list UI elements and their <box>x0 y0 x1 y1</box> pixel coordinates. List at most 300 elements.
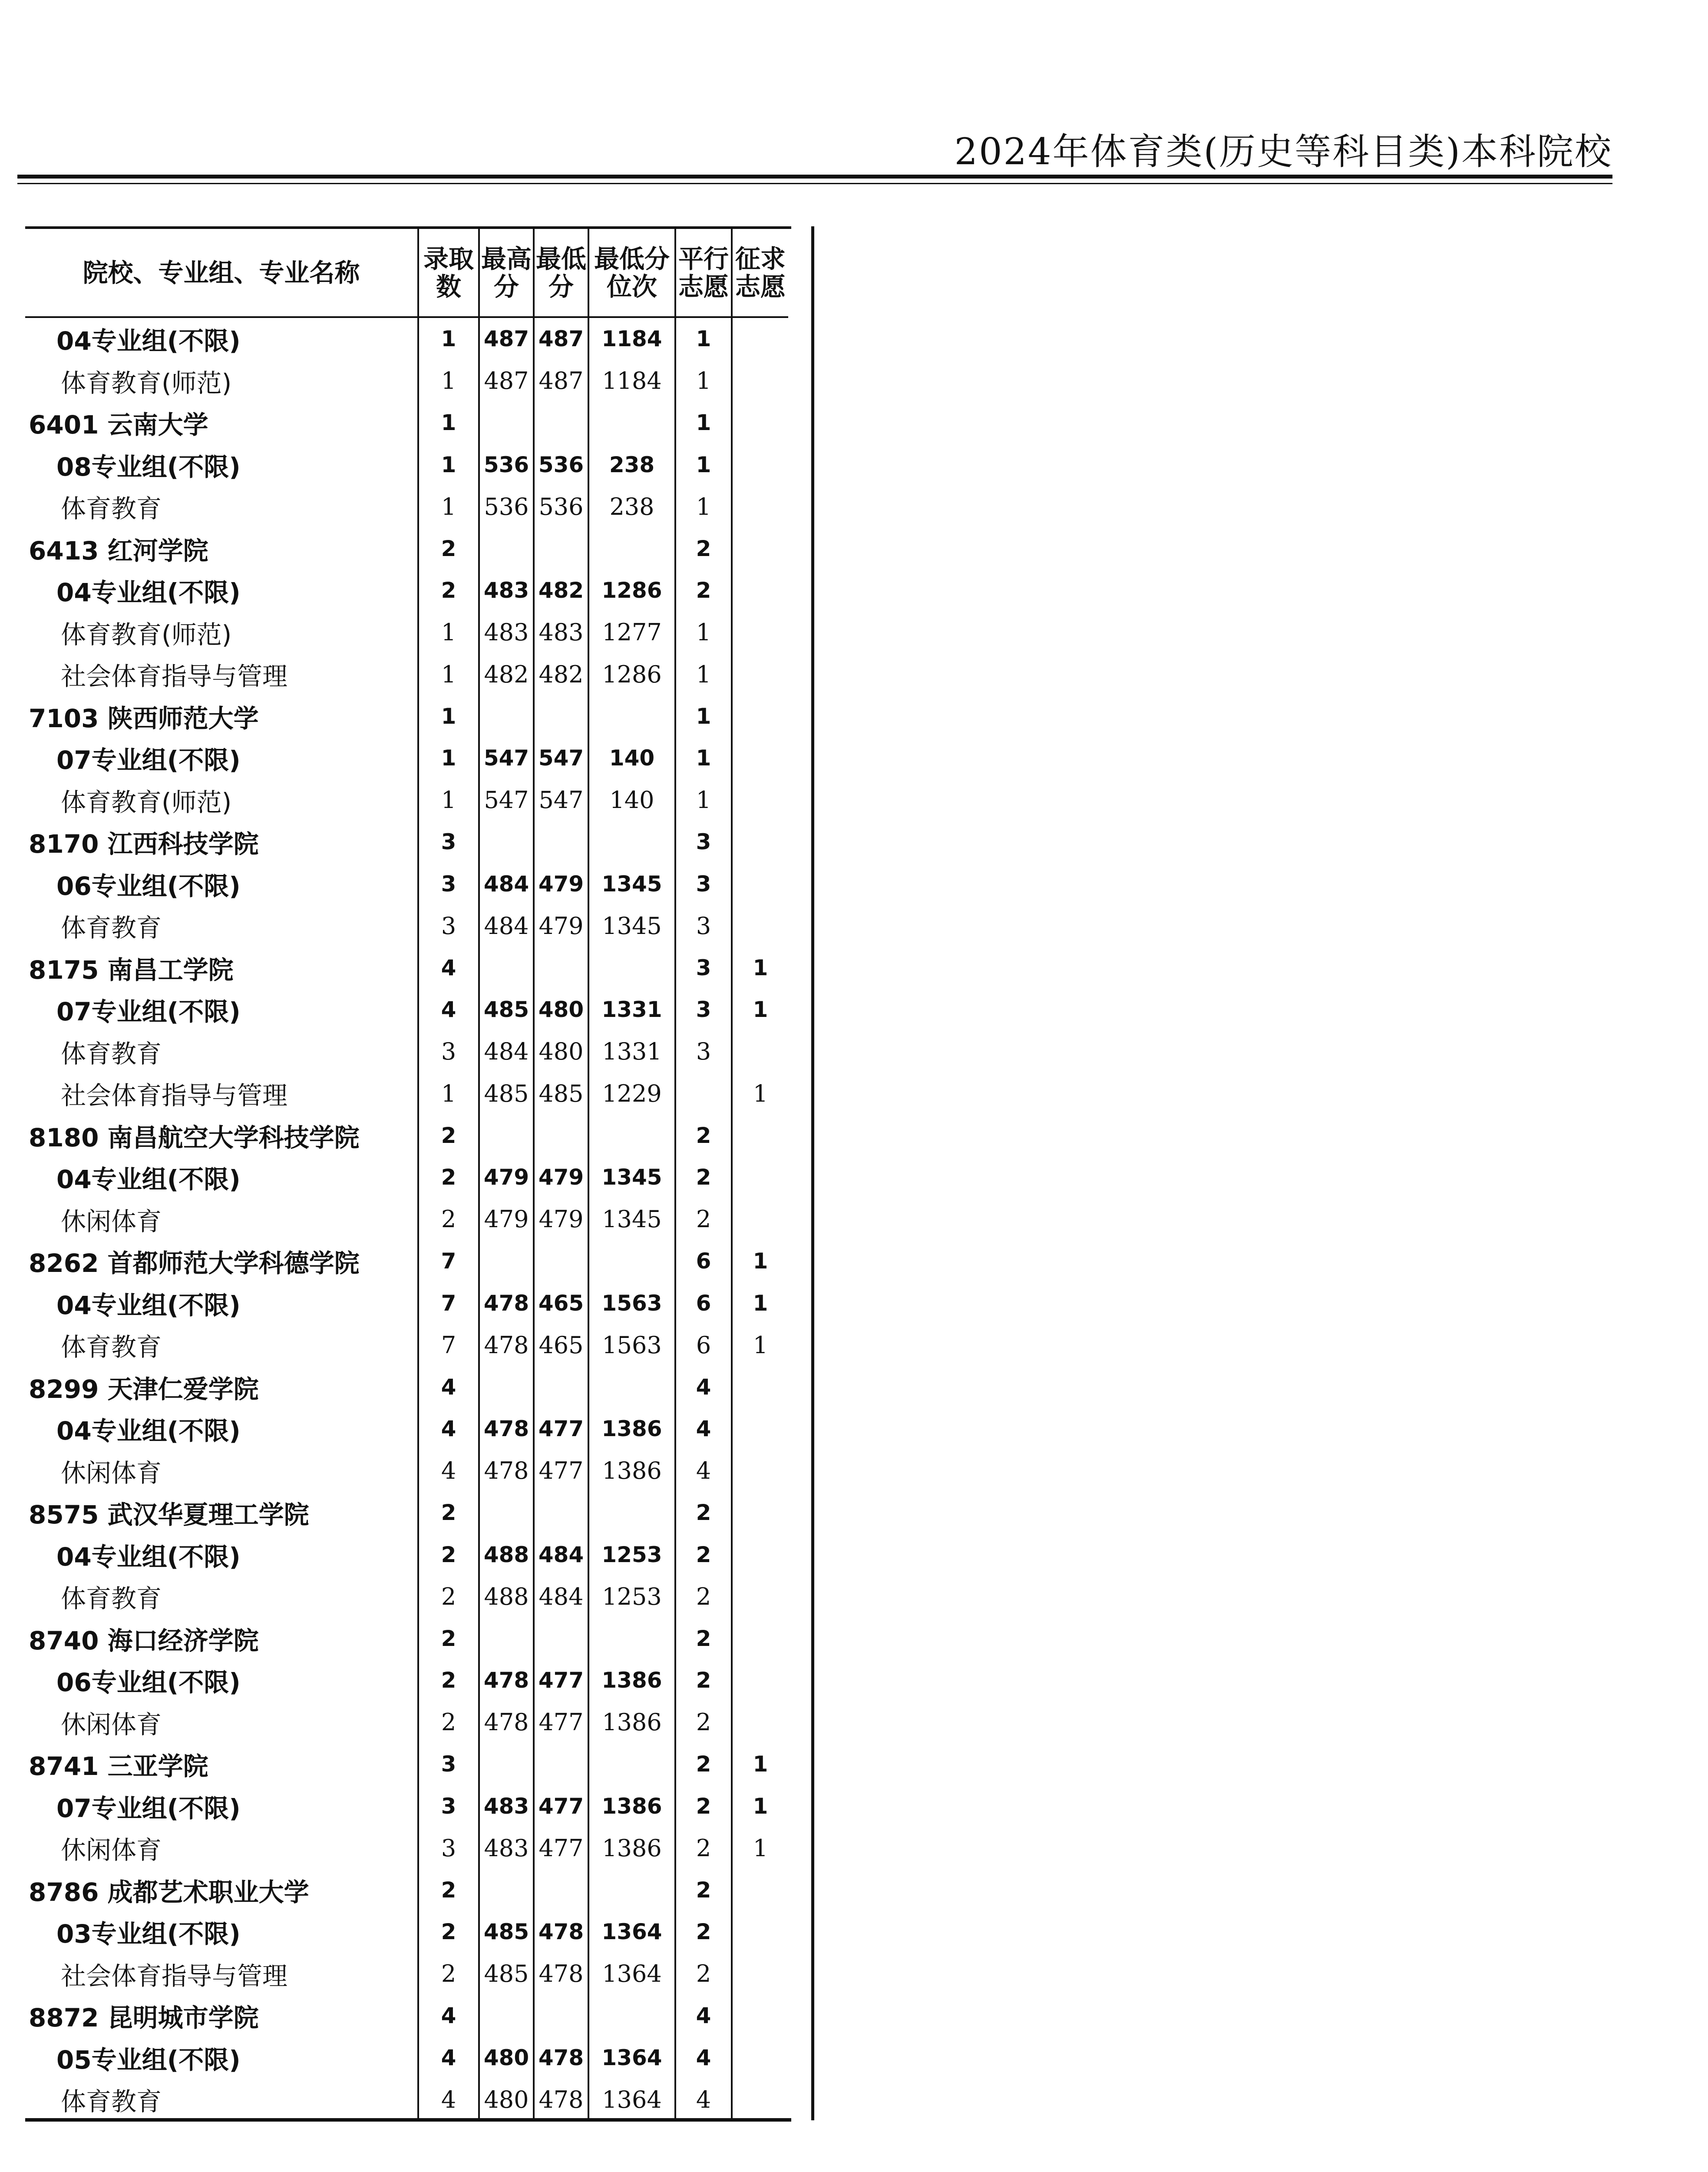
cell-name: 8575 武汉华夏理工学院 <box>29 1500 309 1530</box>
cell-min-score: 477 <box>534 1450 588 1492</box>
cell-solicit <box>732 653 788 695</box>
cell-min-rank: 1364 <box>588 2037 675 2079</box>
cell-max-score: 479 <box>479 1156 534 1199</box>
cell-min-rank: 1345 <box>588 863 675 905</box>
cell-parallel: 1 <box>675 444 732 486</box>
group-row <box>25 1534 788 1576</box>
cell-name: 03专业组(不限) <box>56 1919 241 1949</box>
cell-admitted: 1 <box>418 653 479 695</box>
cell-name: 05专业组(不限) <box>56 2045 241 2075</box>
school-row <box>25 1995 788 2037</box>
cell-parallel: 2 <box>675 1576 732 1618</box>
cell-max-score: 485 <box>479 989 534 1031</box>
major-row <box>25 360 788 402</box>
cell-solicit: 1 <box>732 1073 788 1115</box>
cell-name: 休闲体育 <box>61 1206 162 1236</box>
cell-solicit: 1 <box>732 947 788 989</box>
cell-name: 社会体育指导与管理 <box>61 1961 288 1991</box>
cell-solicit <box>732 528 788 570</box>
cell-min-score <box>534 821 588 863</box>
cell-min-score: 478 <box>534 1911 588 1953</box>
cell-solicit <box>732 1450 788 1492</box>
header-rule-thin <box>17 183 1612 184</box>
cell-parallel: 6 <box>675 1324 732 1366</box>
cell-parallel: 2 <box>675 1156 732 1199</box>
cell-parallel: 2 <box>675 1702 732 1744</box>
cell-admitted: 7 <box>418 1240 479 1282</box>
cell-solicit <box>732 821 788 863</box>
cell-min-score <box>534 1240 588 1282</box>
cell-parallel: 3 <box>675 863 732 905</box>
cell-solicit <box>732 1869 788 1911</box>
school-row <box>25 947 788 989</box>
cell-name: 体育教育 <box>61 1584 162 1614</box>
cell-max-score: 487 <box>479 360 534 402</box>
cell-solicit: 1 <box>732 1785 788 1828</box>
major-row <box>25 1576 788 1618</box>
cell-solicit <box>732 1911 788 1953</box>
cell-parallel: 2 <box>675 528 732 570</box>
cell-parallel: 4 <box>675 1366 732 1408</box>
cell-name: 04专业组(不限) <box>56 578 241 608</box>
cell-solicit <box>732 486 788 528</box>
cell-min-score <box>534 1743 588 1785</box>
cell-min-score: 477 <box>534 1702 588 1744</box>
cell-max-score <box>479 1743 534 1785</box>
cell-parallel: 2 <box>675 1743 732 1785</box>
cell-min-score <box>534 1492 588 1534</box>
cell-min-rank: 1386 <box>588 1785 675 1828</box>
cell-min-rank: 1364 <box>588 2079 675 2121</box>
cell-solicit <box>732 444 788 486</box>
cell-max-score <box>479 402 534 444</box>
cell-min-rank: 1345 <box>588 1156 675 1199</box>
cell-min-score: 465 <box>534 1324 588 1366</box>
cell-min-rank: 1331 <box>588 1031 675 1073</box>
cell-min-score: 487 <box>534 360 588 402</box>
cell-solicit <box>732 1031 788 1073</box>
cell-admitted: 2 <box>418 1869 479 1911</box>
cell-parallel: 6 <box>675 1282 732 1324</box>
cell-max-score: 547 <box>479 737 534 779</box>
major-row <box>25 653 788 695</box>
cell-max-score: 485 <box>479 1073 534 1115</box>
cell-name: 7103 陕西师范大学 <box>29 703 259 733</box>
cell-parallel: 2 <box>675 569 732 612</box>
running-header: 2024年体育类(历史等科目类)本科院校 <box>954 130 1612 173</box>
major-row <box>25 779 788 821</box>
cell-min-rank <box>588 695 675 738</box>
cell-max-score <box>479 1618 534 1660</box>
cell-admitted: 1 <box>418 360 479 402</box>
major-row <box>25 1073 788 1115</box>
cell-admitted: 2 <box>418 569 479 612</box>
cell-max-score: 484 <box>479 905 534 947</box>
cell-min-score: 480 <box>534 1031 588 1073</box>
cell-min-score <box>534 947 588 989</box>
header-rule <box>17 175 1612 179</box>
cell-max-score: 536 <box>479 486 534 528</box>
cell-parallel: 2 <box>675 1199 732 1241</box>
cell-solicit <box>732 1576 788 1618</box>
cell-solicit <box>732 612 788 654</box>
cell-min-rank <box>588 1366 675 1408</box>
cell-admitted: 4 <box>418 1995 479 2037</box>
cell-name: 04专业组(不限) <box>56 1290 241 1320</box>
cell-parallel: 1 <box>675 779 732 821</box>
cell-min-rank: 1253 <box>588 1534 675 1576</box>
cell-admitted: 2 <box>418 1911 479 1953</box>
cell-admitted: 2 <box>418 1659 479 1702</box>
cell-admitted: 2 <box>418 528 479 570</box>
cell-min-rank: 1286 <box>588 569 675 612</box>
cell-min-rank <box>588 402 675 444</box>
cell-min-rank: 140 <box>588 779 675 821</box>
table-right-border <box>811 226 814 2120</box>
major-row <box>25 1953 788 1995</box>
group-row <box>25 863 788 905</box>
cell-admitted: 3 <box>418 821 479 863</box>
cell-solicit <box>732 360 788 402</box>
cell-min-rank: 238 <box>588 486 675 528</box>
cell-max-score <box>479 1492 534 1534</box>
cell-max-score: 483 <box>479 1827 534 1869</box>
cell-min-score: 477 <box>534 1785 588 1828</box>
school-row <box>25 695 788 738</box>
cell-max-score: 488 <box>479 1576 534 1618</box>
cell-admitted: 2 <box>418 1156 479 1199</box>
cell-min-score: 547 <box>534 737 588 779</box>
cell-parallel: 4 <box>675 1450 732 1492</box>
cell-admitted: 1 <box>418 779 479 821</box>
cell-admitted: 1 <box>418 486 479 528</box>
cell-max-score: 478 <box>479 1324 534 1366</box>
cell-min-rank <box>588 1492 675 1534</box>
major-row <box>25 1031 788 1073</box>
major-row <box>25 905 788 947</box>
cell-max-score: 484 <box>479 1031 534 1073</box>
cell-min-rank: 1386 <box>588 1450 675 1492</box>
cell-min-score: 480 <box>534 989 588 1031</box>
cell-name: 8299 天津仁爱学院 <box>29 1374 259 1404</box>
group-row <box>25 2037 788 2079</box>
cell-min-score: 479 <box>534 1199 588 1241</box>
group-row <box>25 1282 788 1324</box>
cell-solicit <box>732 569 788 612</box>
cell-min-score: 479 <box>534 905 588 947</box>
cell-min-score <box>534 1115 588 1157</box>
cell-min-rank: 1563 <box>588 1282 675 1324</box>
cell-max-score <box>479 821 534 863</box>
group-row <box>25 317 788 360</box>
cell-min-rank: 140 <box>588 737 675 779</box>
cell-min-score: 477 <box>534 1408 588 1450</box>
cell-name: 06专业组(不限) <box>56 871 241 901</box>
cell-max-score: 485 <box>479 1911 534 1953</box>
cell-min-rank <box>588 1869 675 1911</box>
cell-min-score: 485 <box>534 1073 588 1115</box>
cell-name: 社会体育指导与管理 <box>61 662 288 692</box>
cell-parallel: 2 <box>675 1534 732 1576</box>
header-min-rank: 最低分 位次 <box>588 229 675 317</box>
major-row <box>25 486 788 528</box>
cell-max-score: 483 <box>479 1785 534 1828</box>
cell-admitted: 4 <box>418 989 479 1031</box>
cell-admitted: 1 <box>418 1073 479 1115</box>
cell-min-score <box>534 1366 588 1408</box>
cell-name: 08专业组(不限) <box>56 452 241 482</box>
cell-solicit <box>732 737 788 779</box>
cell-max-score <box>479 1115 534 1157</box>
cell-admitted: 3 <box>418 1785 479 1828</box>
cell-min-score <box>534 1618 588 1660</box>
school-row <box>25 1869 788 1911</box>
school-row <box>25 1492 788 1534</box>
cell-name: 8262 首都师范大学科德学院 <box>29 1248 360 1278</box>
cell-min-rank: 1331 <box>588 989 675 1031</box>
cell-solicit <box>732 1995 788 2037</box>
school-row <box>25 1240 788 1282</box>
cell-min-rank: 1386 <box>588 1659 675 1702</box>
cell-min-score: 479 <box>534 1156 588 1199</box>
cell-max-score: 484 <box>479 863 534 905</box>
cell-min-score: 484 <box>534 1534 588 1576</box>
cell-parallel: 6 <box>675 1240 732 1282</box>
cell-parallel: 2 <box>675 1953 732 1995</box>
cell-min-rank <box>588 821 675 863</box>
group-row <box>25 444 788 486</box>
cell-solicit <box>732 1534 788 1576</box>
header-parallel: 平行 志愿 <box>675 229 732 317</box>
cell-name: 休闲体育 <box>61 1835 162 1865</box>
cell-min-rank: 1386 <box>588 1702 675 1744</box>
cell-max-score <box>479 1240 534 1282</box>
header-max-score: 最高 分 <box>479 229 534 317</box>
cell-solicit <box>732 1618 788 1660</box>
cell-admitted: 2 <box>418 1953 479 1995</box>
cell-name: 8741 三亚学院 <box>29 1752 208 1781</box>
school-row <box>25 1618 788 1660</box>
cell-min-rank: 1184 <box>588 317 675 360</box>
table-bottom-rule <box>25 2118 791 2122</box>
cell-max-score <box>479 528 534 570</box>
cell-admitted: 4 <box>418 947 479 989</box>
group-row <box>25 1911 788 1953</box>
cell-admitted: 2 <box>418 1492 479 1534</box>
cell-solicit <box>732 1408 788 1450</box>
cell-parallel: 2 <box>675 1115 732 1157</box>
cell-solicit <box>732 1702 788 1744</box>
cell-name: 6401 云南大学 <box>29 410 208 440</box>
cell-parallel: 2 <box>675 1869 732 1911</box>
cell-min-rank <box>588 1115 675 1157</box>
school-row <box>25 821 788 863</box>
cell-admitted: 4 <box>418 1450 479 1492</box>
major-row <box>25 2079 788 2121</box>
major-row <box>25 1324 788 1366</box>
school-row <box>25 402 788 444</box>
cell-solicit <box>732 1953 788 1995</box>
header-admitted: 录取 数 <box>418 229 479 317</box>
cell-min-score: 482 <box>534 653 588 695</box>
cell-min-score <box>534 402 588 444</box>
cell-name: 体育教育 <box>61 494 162 524</box>
cell-min-rank <box>588 528 675 570</box>
cell-max-score: 547 <box>479 779 534 821</box>
cell-min-rank <box>588 1618 675 1660</box>
cell-admitted: 2 <box>418 1534 479 1576</box>
cell-max-score: 480 <box>479 2037 534 2079</box>
cell-solicit: 1 <box>732 1240 788 1282</box>
major-row <box>25 1827 788 1869</box>
major-row <box>25 1450 788 1492</box>
cell-admitted: 3 <box>418 1743 479 1785</box>
cell-solicit <box>732 1492 788 1534</box>
cell-name: 社会体育指导与管理 <box>61 1081 288 1111</box>
group-row <box>25 569 788 612</box>
cell-parallel: 3 <box>675 1031 732 1073</box>
cell-parallel: 2 <box>675 1785 732 1828</box>
cell-parallel: 4 <box>675 1995 732 2037</box>
cell-min-rank: 1286 <box>588 653 675 695</box>
cell-max-score: 483 <box>479 612 534 654</box>
cell-max-score: 478 <box>479 1659 534 1702</box>
cell-name: 体育教育(师范) <box>61 619 232 649</box>
group-row <box>25 1785 788 1828</box>
cell-admitted: 2 <box>418 1115 479 1157</box>
admission-table <box>25 229 788 2121</box>
cell-solicit: 1 <box>732 1743 788 1785</box>
cell-parallel: 3 <box>675 905 732 947</box>
group-row <box>25 1659 788 1702</box>
cell-min-score: 487 <box>534 317 588 360</box>
cell-admitted: 4 <box>418 1366 479 1408</box>
cell-solicit <box>732 863 788 905</box>
cell-admitted: 2 <box>418 1618 479 1660</box>
cell-parallel: 1 <box>675 486 732 528</box>
cell-min-rank: 1277 <box>588 612 675 654</box>
cell-admitted: 1 <box>418 695 479 738</box>
cell-parallel: 1 <box>675 317 732 360</box>
cell-min-score: 478 <box>534 2079 588 2121</box>
cell-name: 04专业组(不限) <box>56 326 241 356</box>
cell-name: 休闲体育 <box>61 1458 162 1488</box>
cell-admitted: 3 <box>418 863 479 905</box>
school-row <box>25 1115 788 1157</box>
cell-min-score: 479 <box>534 863 588 905</box>
cell-max-score: 480 <box>479 2079 534 2121</box>
major-row <box>25 1199 788 1241</box>
cell-min-rank: 1345 <box>588 1199 675 1241</box>
cell-solicit: 1 <box>732 989 788 1031</box>
cell-max-score <box>479 1995 534 2037</box>
cell-admitted: 1 <box>418 402 479 444</box>
cell-parallel: 2 <box>675 1911 732 1953</box>
cell-min-rank: 1386 <box>588 1827 675 1869</box>
cell-max-score <box>479 1869 534 1911</box>
cell-min-rank: 1386 <box>588 1408 675 1450</box>
cell-name: 07专业组(不限) <box>56 745 241 775</box>
cell-name: 体育教育 <box>61 1039 162 1069</box>
cell-min-rank: 1364 <box>588 1911 675 1953</box>
cell-min-rank <box>588 1240 675 1282</box>
cell-admitted: 4 <box>418 2079 479 2121</box>
cell-solicit <box>732 402 788 444</box>
cell-min-score <box>534 1869 588 1911</box>
cell-min-score <box>534 528 588 570</box>
cell-admitted: 7 <box>418 1324 479 1366</box>
cell-solicit <box>732 1366 788 1408</box>
cell-name: 体育教育 <box>61 913 162 943</box>
cell-max-score: 478 <box>479 1450 534 1492</box>
header-solicit: 征求 志愿 <box>732 229 788 317</box>
cell-max-score: 488 <box>479 1534 534 1576</box>
cell-max-score <box>479 1366 534 1408</box>
cell-max-score: 479 <box>479 1199 534 1241</box>
cell-admitted: 2 <box>418 1576 479 1618</box>
cell-max-score: 483 <box>479 569 534 612</box>
cell-solicit <box>732 779 788 821</box>
school-row <box>25 1366 788 1408</box>
cell-admitted: 3 <box>418 905 479 947</box>
cell-parallel: 2 <box>675 1492 732 1534</box>
cell-solicit: 1 <box>732 1282 788 1324</box>
cell-parallel: 1 <box>675 695 732 738</box>
cell-admitted: 1 <box>418 612 479 654</box>
cell-name: 07专业组(不限) <box>56 1793 241 1823</box>
cell-parallel: 4 <box>675 1408 732 1450</box>
cell-admitted: 3 <box>418 1827 479 1869</box>
cell-min-score: 536 <box>534 444 588 486</box>
cell-name: 8740 海口经济学院 <box>29 1626 259 1655</box>
table-header-row <box>25 229 788 317</box>
cell-max-score <box>479 947 534 989</box>
cell-name: 06专业组(不限) <box>56 1668 241 1698</box>
cell-max-score: 536 <box>479 444 534 486</box>
cell-admitted: 2 <box>418 1199 479 1241</box>
cell-name: 04专业组(不限) <box>56 1416 241 1446</box>
cell-solicit: 1 <box>732 1324 788 1366</box>
cell-min-score: 482 <box>534 569 588 612</box>
cell-admitted: 1 <box>418 444 479 486</box>
cell-name: 体育教育(师范) <box>61 368 232 398</box>
header-min-score: 最低 分 <box>534 229 588 317</box>
cell-parallel <box>675 1073 732 1115</box>
group-row <box>25 1156 788 1199</box>
cell-parallel: 4 <box>675 2079 732 2121</box>
cell-parallel: 1 <box>675 402 732 444</box>
cell-parallel: 2 <box>675 1618 732 1660</box>
cell-name: 8180 南昌航空大学科技学院 <box>29 1122 360 1152</box>
cell-parallel: 3 <box>675 821 732 863</box>
cell-min-score: 483 <box>534 612 588 654</box>
cell-admitted: 3 <box>418 1031 479 1073</box>
cell-name: 6413 红河学院 <box>29 536 208 566</box>
cell-name: 8175 南昌工学院 <box>29 955 234 985</box>
cell-solicit <box>732 1659 788 1702</box>
cell-min-rank: 1184 <box>588 360 675 402</box>
school-row <box>25 528 788 570</box>
cell-min-score <box>534 1995 588 2037</box>
cell-min-rank: 1364 <box>588 1953 675 1995</box>
major-row <box>25 612 788 654</box>
cell-admitted: 4 <box>418 1408 479 1450</box>
cell-name: 8872 昆明城市学院 <box>29 2003 259 2033</box>
cell-solicit <box>732 1199 788 1241</box>
cell-parallel: 1 <box>675 737 732 779</box>
cell-max-score: 478 <box>479 1282 534 1324</box>
cell-min-rank: 238 <box>588 444 675 486</box>
